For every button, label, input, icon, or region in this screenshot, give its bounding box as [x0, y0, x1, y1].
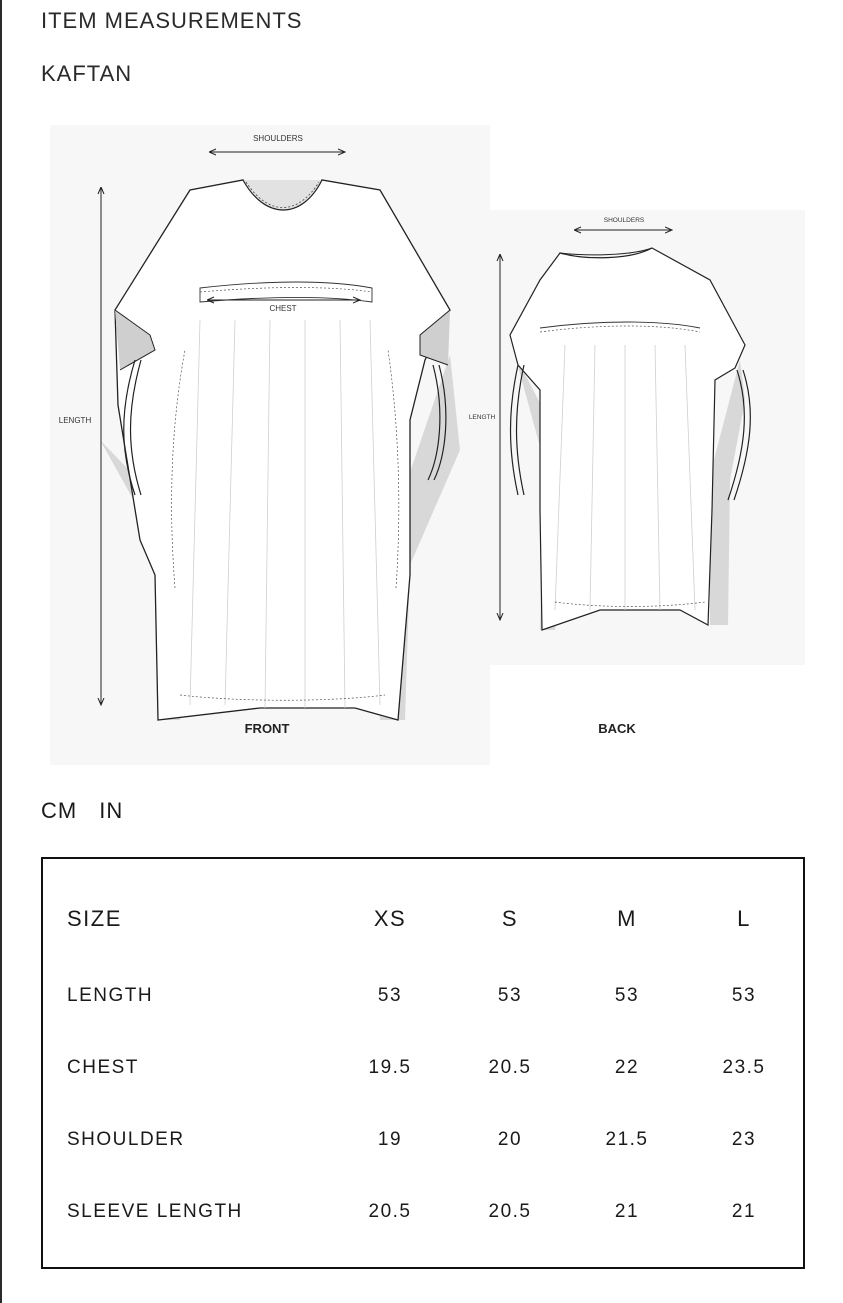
table-cell: 20.5 — [488, 1201, 532, 1222]
table-cell: 23 — [731, 1129, 757, 1150]
table-cell: 20.5 — [488, 1057, 532, 1078]
size-header-row — [43, 899, 803, 939]
size-column-m: M — [617, 906, 637, 931]
row-label-length: LENGTH — [67, 985, 154, 1006]
back-length-label: LENGTH — [468, 414, 496, 421]
table-cell: 23.5 — [722, 1057, 766, 1078]
measurement-diagram — [40, 120, 820, 770]
table-cell: 19 — [377, 1129, 403, 1150]
table-cell: 20.5 — [368, 1201, 412, 1222]
unit-toggle — [41, 798, 123, 824]
table-cell: 21 — [614, 1201, 640, 1222]
front-shoulders-label: SHOULDERS — [253, 134, 303, 143]
table-cell: 53 — [731, 985, 757, 1006]
table-cell: 53 — [614, 985, 640, 1006]
row-label-sleeve-length: SLEEVE LENGTH — [67, 1201, 243, 1222]
size-column-l: L — [737, 906, 751, 931]
front-length-label: LENGTH — [58, 416, 92, 425]
table-row — [43, 976, 803, 1016]
back-view-label: BACK — [598, 721, 636, 736]
size-column-s: S — [501, 906, 519, 931]
row-label-shoulder: SHOULDER — [67, 1129, 185, 1150]
unit-in-button[interactable]: IN — [99, 798, 124, 823]
size-header-label: SIZE — [67, 906, 122, 931]
table-row — [43, 1048, 803, 1088]
table-cell: 53 — [497, 985, 523, 1006]
table-cell: 21.5 — [605, 1129, 649, 1150]
front-view-label: FRONT — [244, 721, 290, 736]
table-cell: 22 — [614, 1057, 640, 1078]
table-row — [43, 1192, 803, 1232]
back-shoulders-label: SHOULDERS — [603, 217, 645, 224]
left-border-rule — [0, 0, 2, 1303]
product-title: KAFTAN — [41, 61, 133, 86]
table-cell: 21 — [731, 1201, 757, 1222]
row-label-chest: CHEST — [67, 1057, 139, 1078]
size-column-xs: XS — [373, 906, 407, 931]
unit-cm-button[interactable]: CM — [41, 798, 78, 823]
table-cell: 19.5 — [368, 1057, 412, 1078]
kaftan-illustration — [40, 120, 820, 770]
table-cell: 20 — [497, 1129, 523, 1150]
size-chart-table — [41, 857, 805, 1269]
table-row — [43, 1120, 803, 1160]
table-cell: 53 — [377, 985, 403, 1006]
front-chest-label: CHEST — [269, 304, 297, 313]
section-title: ITEM MEASUREMENTS — [41, 8, 303, 33]
